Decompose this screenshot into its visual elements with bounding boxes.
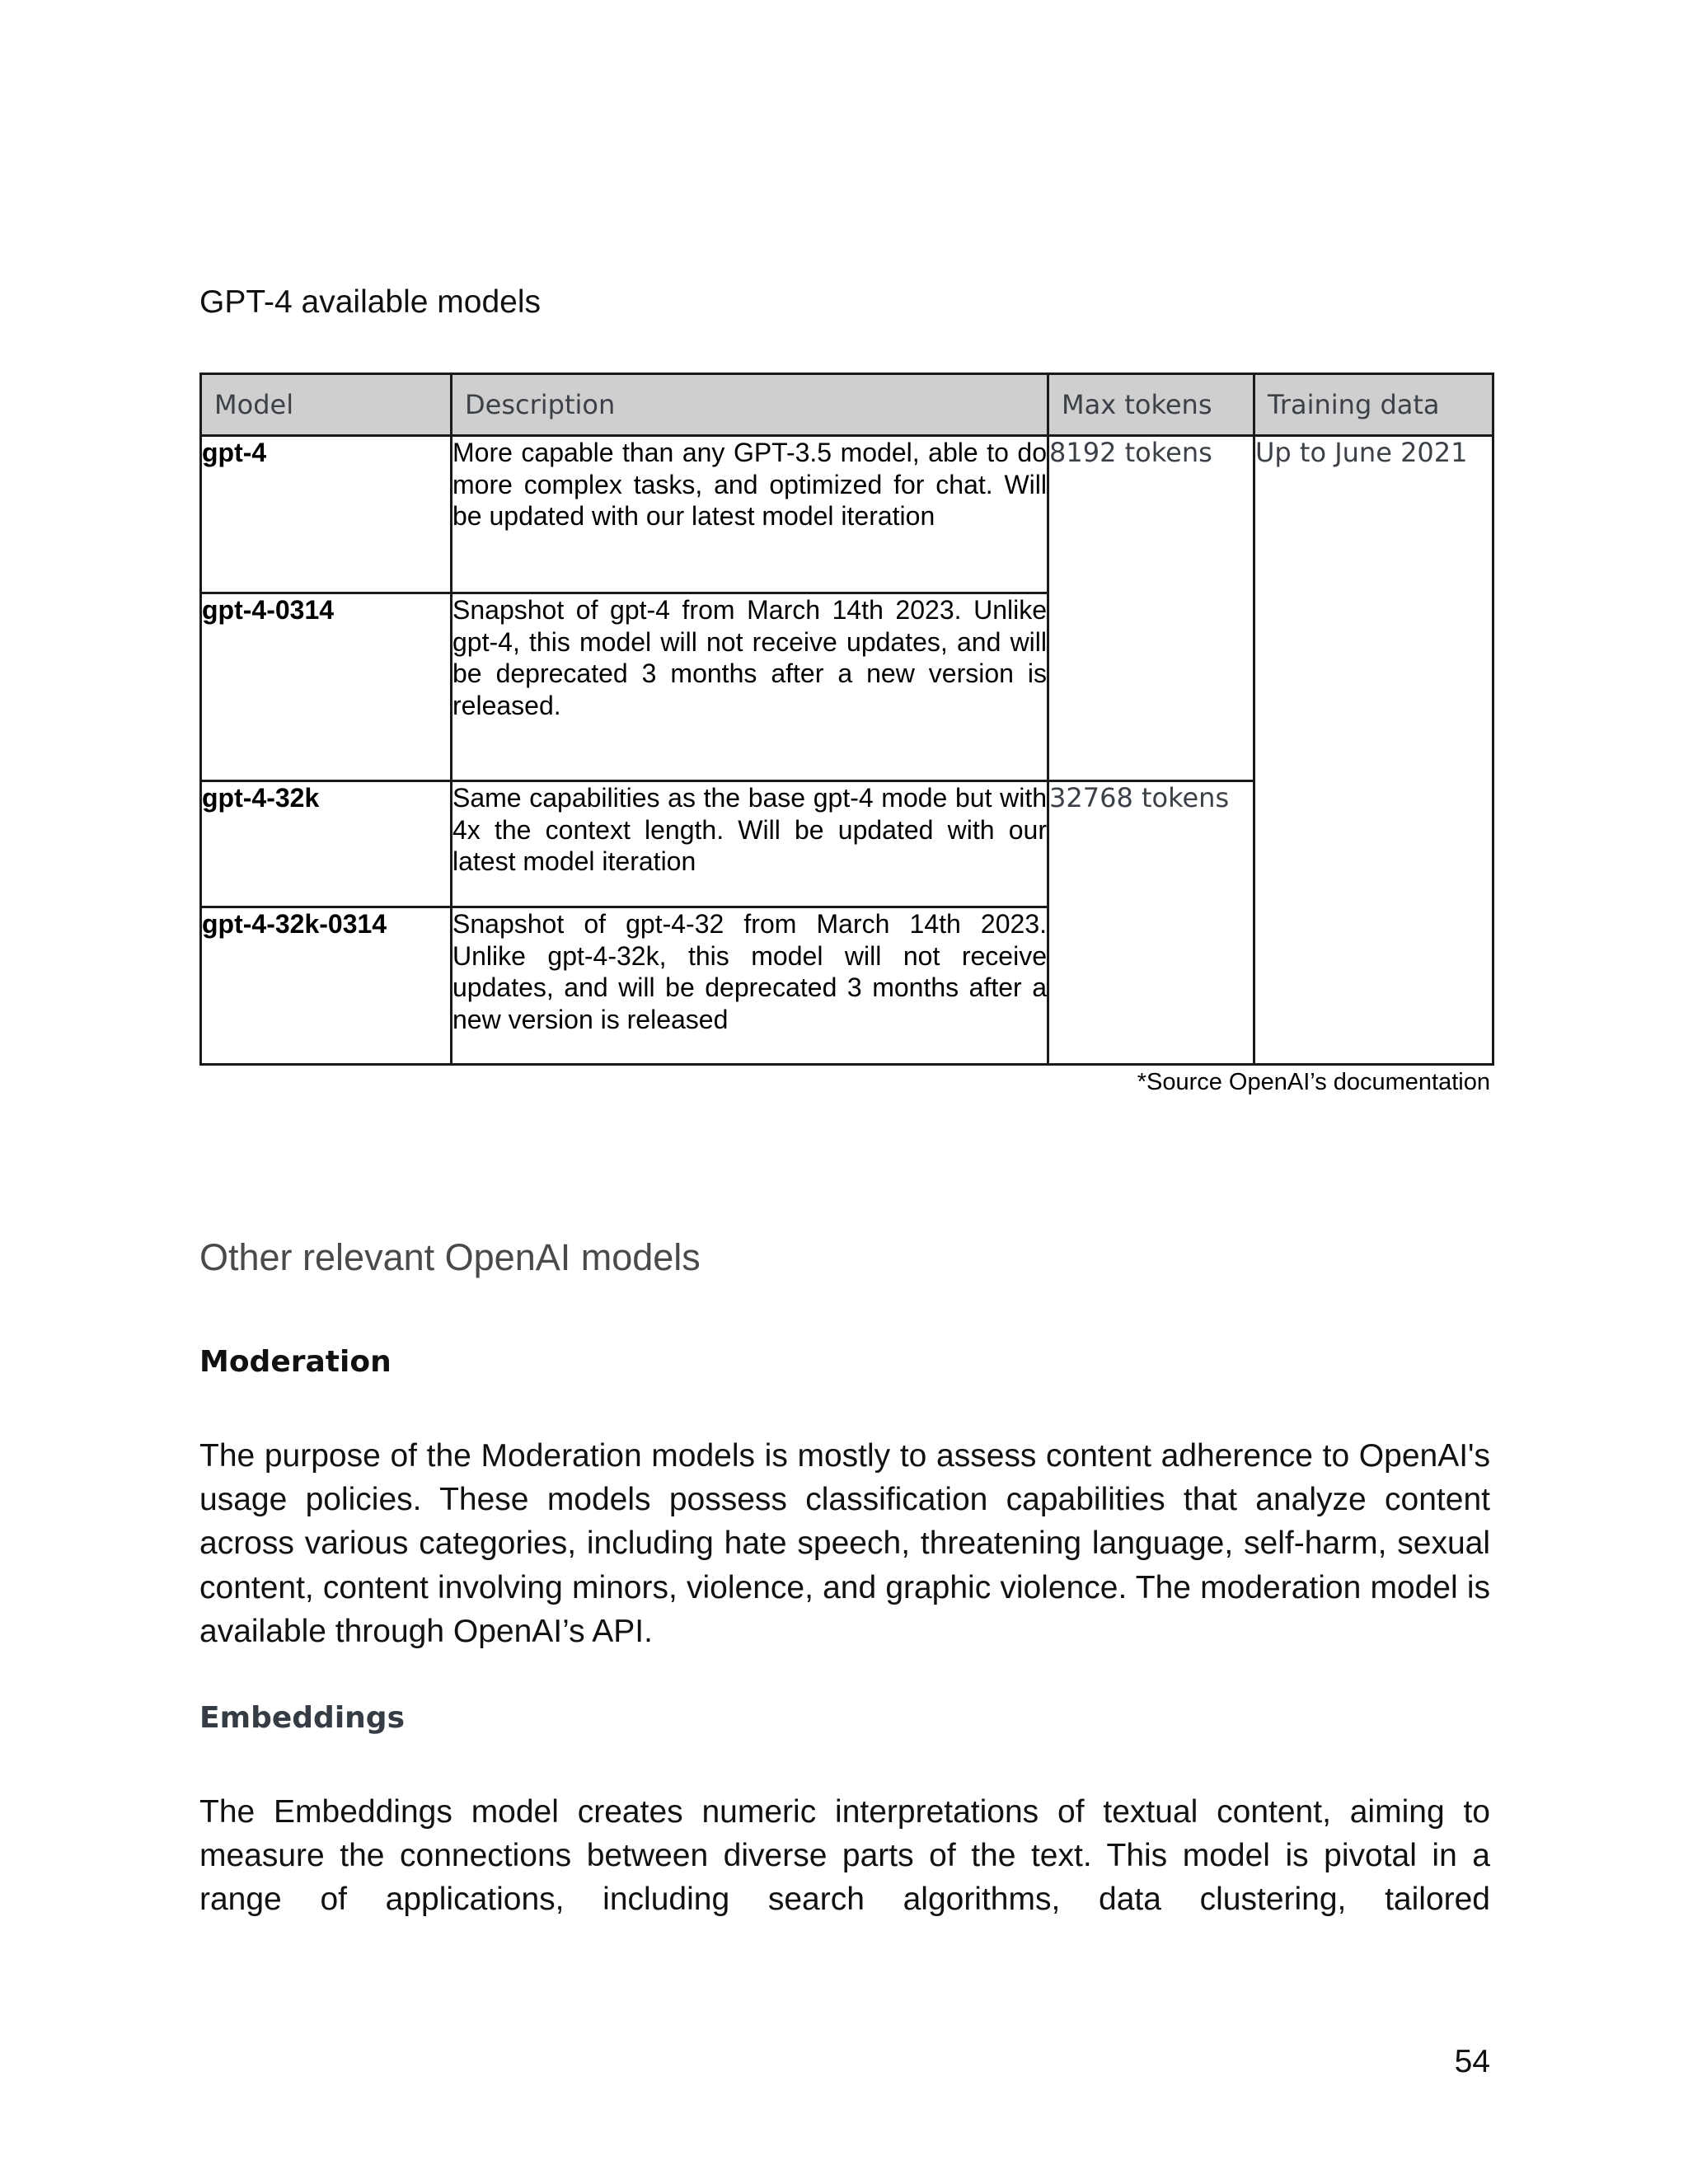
description-cell: Same capabilities as the base gpt-4 mode but with 4x the context length. Will be updated with our latest model iteration xyxy=(452,781,1048,907)
header-max-tokens: Max tokens xyxy=(1048,374,1254,436)
table-row xyxy=(201,436,1493,593)
table-header-row xyxy=(201,374,1493,436)
model-name-cell: gpt-4-32k xyxy=(201,781,452,907)
training-data-cell: Up to June 2021 xyxy=(1254,436,1493,1065)
description-cell: Snapshot of gpt-4-32 from March 14th 2023. Unlike gpt-4-32k, this model will not receive updates, and will be deprecated 3 months after a new version is released xyxy=(452,907,1048,1065)
max-tokens-cell: 32768 tokens xyxy=(1048,781,1254,1065)
header-description: Description xyxy=(452,374,1048,436)
max-tokens-cell: 8192 tokens xyxy=(1048,436,1254,781)
table-caption-heading: GPT-4 available models xyxy=(199,284,542,320)
model-name-cell: gpt-4-0314 xyxy=(201,593,452,781)
moderation-heading: Moderation xyxy=(199,1345,392,1379)
model-name-cell: gpt-4-32k-0314 xyxy=(201,907,452,1065)
description-cell: Snapshot of gpt-4 from March 14th 2023. Unlike gpt-4, this model will not receive updates, and will be deprecated 3 months after a new version is released. xyxy=(452,593,1048,781)
source-note: *Source OpenAI’s documentation xyxy=(1137,1069,1490,1095)
embeddings-paragraph: The Embeddings model creates numeric interpretations of textual content, aiming to measure the connections between diverse parts of the text. This model is pivotal in a range of applications, including search algorithms, data clustering, tailored xyxy=(199,1794,1490,1918)
description-cell: More capable than any GPT-3.5 model, able to do more complex tasks, and optimized for chat. Will be updated with our latest model iteration xyxy=(452,436,1048,593)
section-title: Other relevant OpenAI models xyxy=(199,1236,701,1278)
header-model: Model xyxy=(201,374,452,436)
models-table xyxy=(199,373,1494,1066)
moderation-paragraph: The purpose of the Moderation models is mostly to assess content adherence to OpenAI's usage policies. These models possess classification capabilities that analyze content across various categories, including hate speech, threatening language, self-harm, sexual content, content involving minors, violence, and graphic violence. The moderation model is available through OpenAI’s API. xyxy=(199,1438,1490,1649)
header-training-data: Training data xyxy=(1254,374,1493,436)
page-number: 54 xyxy=(1454,2044,1490,2079)
model-name-cell: gpt-4 xyxy=(201,436,452,593)
embeddings-heading: Embeddings xyxy=(199,1701,405,1735)
